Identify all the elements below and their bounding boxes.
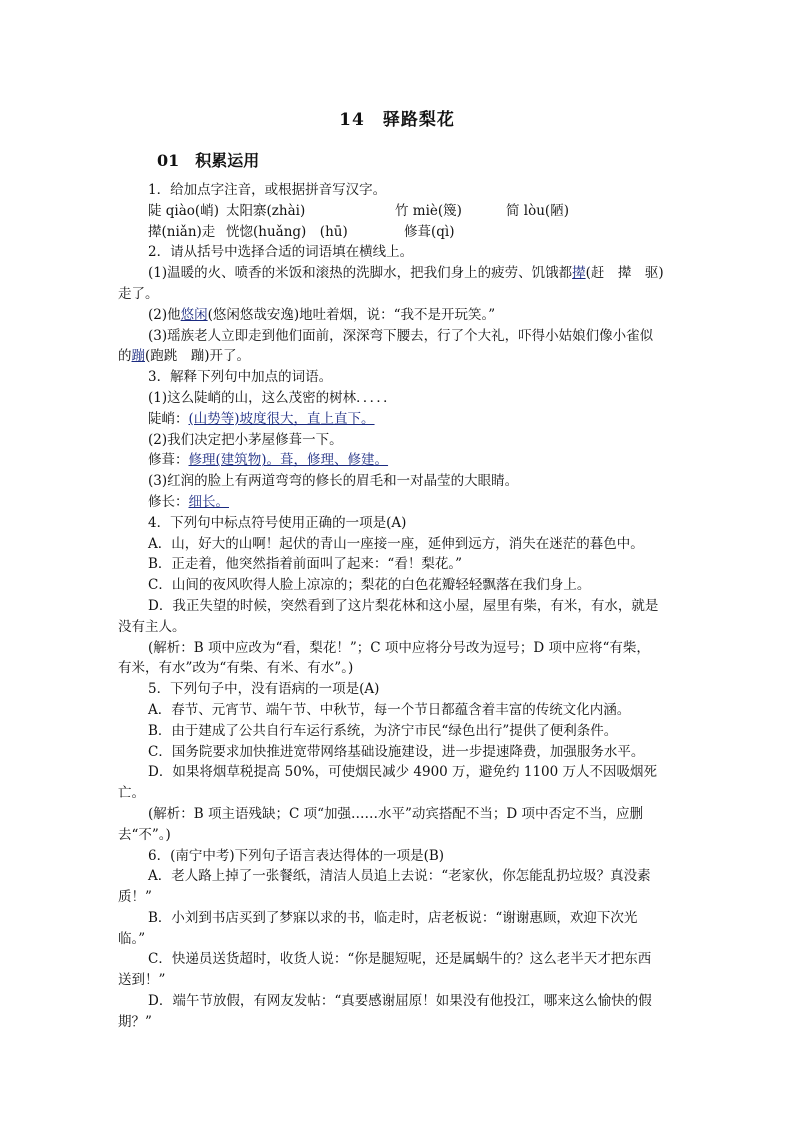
- q6-option-d: D．端午节放假，有网友发帖：“真要感谢屈原！如果没有他投江，哪来这么愉快的假: [148, 993, 652, 1010]
- q6-option-c-cont: 送到！”: [118, 972, 166, 989]
- q5-explanation-cont: 去“不”。): [118, 826, 171, 843]
- q1-item: 竹 miè(篾): [395, 202, 462, 219]
- q5-option-b: B．由于建成了公共自行车运行系统，为济宁市民“绿色出行”提供了便利条件。: [148, 722, 618, 739]
- q2-answer-1: 撵: [572, 265, 586, 282]
- q6-option-c: C．快递员送货超时，收货人说：“你是腿短呢，还是属蜗牛的？这么老半天才把东西: [148, 951, 652, 968]
- q3-answer-3: 修长：细长。: [148, 493, 229, 510]
- q2-sentence-3-tail: 的蹦(跑跳 蹦)开了。: [118, 348, 251, 365]
- q2-answer-2: 悠闲: [180, 306, 208, 323]
- q4-explanation: (解析：B 项中应改为“看，梨花！”；C 项中应将分号改为逗号；D 项中应将“有柴，: [148, 639, 650, 656]
- q2-sentence-3: (3)瑶族老人立即走到他们面前，深深弯下腰去，行了个大礼，吓得小姑娘们像小雀似: [148, 327, 654, 344]
- q5-explanation: (解析：B 项主语残缺；C 项“加强……水平”动宾搭配不当；D 项中否定不当，应删: [148, 805, 644, 822]
- q1-item: 简 lòu(陋): [506, 202, 569, 219]
- q4-option-a: A．山，好大的山啊！起伏的青山一座接一座，延伸到远方，消失在迷茫的暮色中。: [148, 535, 644, 552]
- q6-option-d-cont: 期？”: [118, 1013, 152, 1030]
- q4-option-b: B．正走着，他突然指着前面叫了起来：“看！梨花。”: [148, 556, 462, 573]
- q6-stem: 6．(南宁中考)下列句子语言表达得体的一项是(B): [148, 847, 445, 864]
- q4-stem: 4．下列句中标点符号使用正确的一项是(A): [148, 514, 407, 531]
- q5-option-a: A．春节、元宵节、端午节、中秋节，每一个节日都蕴含着丰富的传统文化内涵。: [148, 701, 631, 718]
- q5-option-c: C．国务院要求加快推进宽带网络基础设施建设，进一步提速降费，加强服务水平。: [148, 743, 645, 760]
- q2-answer-3: 蹦: [131, 348, 145, 365]
- q6-option-a-cont: 质！”: [118, 889, 152, 906]
- section-heading: 01 积累运用: [157, 151, 260, 170]
- q4-option-d-cont: 没有主人。: [118, 618, 186, 635]
- q4-option-c: C．山间的夜风吹得人脸上凉凉的；梨花的白色花瓣轻轻飘落在我们身上。: [148, 577, 591, 594]
- q3-answer-2: 修葺：修理(建筑物)。葺，修理、修建。: [148, 452, 389, 469]
- q5-stem: 5．下列句子中，没有语病的一项是(A): [148, 681, 380, 698]
- lesson-title: 14 驿路梨花: [339, 110, 455, 130]
- q3-answer-1: 陡峭：(山势等)坡度很大，直上直下。: [148, 410, 375, 427]
- q5-option-d: D．如果将烟草税提高 50%，可使烟民减少 4900 万，避免约 1100 万人不因吸烟死亡。: [118, 764, 657, 802]
- q2-sentence-2: (2)他悠闲(悠闲悠哉安逸)地吐着烟，说：“我不是开玩笑。”: [148, 306, 496, 323]
- q2-sentence-1: (1)温暖的火、喷香的米饭和滚热的洗脚水，把我们身上的疲劳、饥饿都撵(赶 撵 驱): [148, 265, 664, 282]
- q2-sentence-1-tail: 走了。: [118, 285, 159, 302]
- q1-item: 陡 qiào(峭): [148, 202, 219, 219]
- q1-stem: 1．给加点字注音，或根据拼音写汉字。: [148, 182, 387, 198]
- q1-item: 撵(niǎn)走: [148, 223, 216, 240]
- q4-option-d: D．我正失望的时候，突然看到了这片梨花林和这小屋，屋里有柴，有米，有水，就是: [148, 597, 659, 614]
- q6-option-b: B．小刘到书店买到了梦寐以求的书，临走时，店老板说：“谢谢惠顾，欢迎下次光: [148, 909, 638, 926]
- q3-sentence-2: (2)我们决定把小茅屋修葺一下。: [148, 431, 343, 448]
- q4-explanation-cont: 有米，有水”改为“有柴、有米、有水”。): [118, 660, 354, 677]
- q6-option-a: A．老人路上掉了一张餐纸，清洁人员追上去说：“老家伙，你怎能乱扔垃圾？真没素: [148, 868, 651, 885]
- q1-item: 太阳寨(zhài): [226, 202, 306, 219]
- q6-option-b-cont: 临。”: [118, 930, 146, 947]
- q1-row2: [118, 222, 682, 243]
- q3-sentence-1: (1)这么陡峭的山，这么茂密的树林．．．．．: [148, 389, 397, 406]
- exercise-body: [118, 180, 682, 1033]
- q3-stem: 3．解释下列句中加点的词语。: [148, 369, 333, 386]
- q1-row1: [118, 201, 682, 222]
- q2-stem: 2．请从括号中选择合适的词语填在横线上。: [148, 244, 414, 261]
- q1-item: 修葺(qì): [404, 223, 455, 240]
- q1-item: 恍惚(huǎng) (hū): [226, 223, 348, 240]
- q3-sentence-3: (3)红润的脸上有两道弯弯的修长的眉毛和一对晶莹的大眼睛。: [148, 473, 519, 490]
